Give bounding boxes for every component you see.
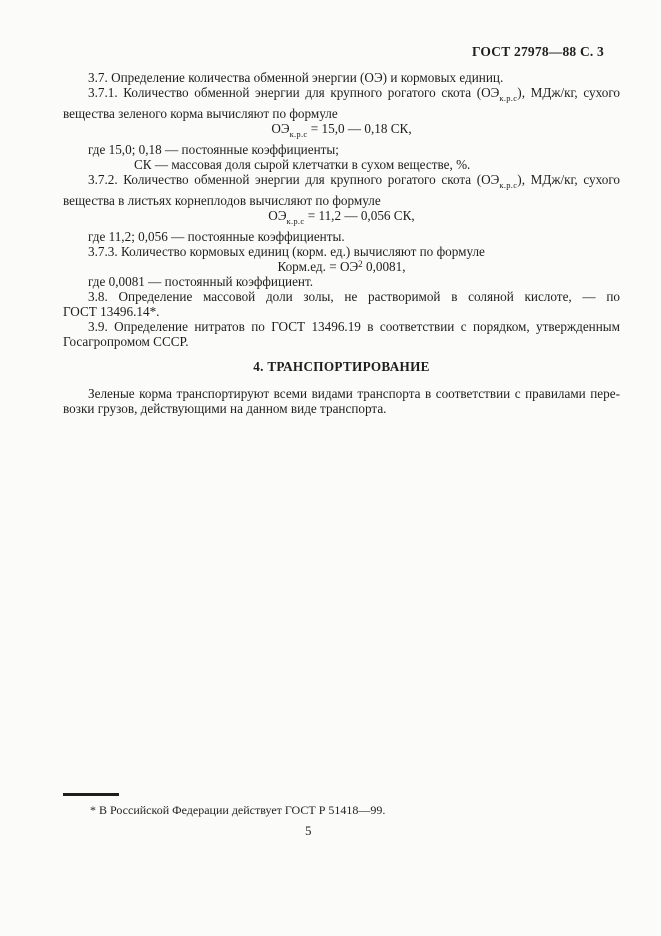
paragraph-3-7-2-line1 xyxy=(63,172,620,193)
formula3-text-after: 0,0081, xyxy=(362,259,406,274)
gost-header: ГОСТ 27978—88 С. 3 xyxy=(471,44,604,59)
footnote-text: * В Российской Федерации действует ГОСТ Р 51418—99. xyxy=(90,802,386,817)
formula1-base: ОЭ xyxy=(271,121,290,136)
paragraph-3-7-1-text-before: 3.7.1. Количество обменной энергии для крупного рогатого скота (ОЭ xyxy=(88,85,500,100)
formula1-subscript: к.р.с xyxy=(289,129,308,139)
footnote-divider xyxy=(63,793,119,796)
where-clause-2: где 11,2; 0,056 — постоянные коэффициенты. xyxy=(88,229,345,244)
transport-paragraph-line1: Зеленые корма транспортируют всеми видами транспорта в соответствии с правилами пере- xyxy=(88,386,620,401)
paragraph-3-8-line1: 3.8. Определение массовой доли золы, не растворимой в соляной кислоте, — по xyxy=(88,289,620,304)
paragraph-3-9-line1: 3.9. Определение нитратов по ГОСТ 13496.19 в соответствии с порядком, утвержденным xyxy=(88,319,620,334)
formula3-superscript: 2 xyxy=(358,259,363,269)
page-number: 5 xyxy=(305,823,312,838)
paragraph-3-7-2-text-after: ), МДж/кг, сухого xyxy=(517,172,620,187)
paragraph-3-8-line2: ГОСТ 13496.14*. xyxy=(63,304,160,319)
paragraph-3-7: 3.7. Определение количества обменной энергии (ОЭ) и кормовых единиц. xyxy=(88,70,504,85)
where-clause-1-line1: где 15,0; 0,18 — постоянные коэффициенты; xyxy=(88,142,339,157)
where-clause-1-line2: СК — массовая доля сырой клетчатки в сухом веществе, %. xyxy=(134,157,471,172)
where-clause-3: где 0,0081 — постоянный коэффициент. xyxy=(88,274,314,289)
transport-paragraph-line2: возки грузов, действующими на данном виде транспорта. xyxy=(63,401,387,416)
section-4-heading: 4. ТРАНСПОРТИРОВАНИЕ xyxy=(253,359,430,374)
footnote-block xyxy=(63,793,620,817)
oe-subscript: к.р.с xyxy=(499,93,518,103)
paragraph-3-9-line2: Госагропромом СССР. xyxy=(63,334,189,349)
formula2-expression: = 11,2 — 0,056 СК, xyxy=(304,208,415,223)
paragraph-3-7-2-line2: вещества в листьях корнеплодов вычисляют по формуле xyxy=(63,193,381,208)
formula2-base: ОЭ xyxy=(268,208,287,223)
paragraph-3-7-2-text-before: 3.7.2. Количество обменной энергии для крупного рогатого скота (ОЭ xyxy=(88,172,500,187)
formula2-subscript: к.р.с xyxy=(286,216,305,226)
formula-feed-units xyxy=(63,259,620,274)
paragraph-3-7-1-text-after: ), МДж/кг, сухого xyxy=(517,85,620,100)
formula3-text-before: Корм.ед. = ОЭ xyxy=(277,259,359,274)
formula-oe-green-feed xyxy=(63,121,620,142)
formula-oe-root-leaves xyxy=(63,208,620,229)
oe-subscript: к.р.с xyxy=(499,180,518,190)
paragraph-3-7-1-line2: вещества зеленого корма вычисляют по формуле xyxy=(63,106,338,121)
formula1-expression: = 15,0 — 0,18 СК, xyxy=(307,121,412,136)
document-body xyxy=(63,70,620,416)
paragraph-3-7-1-line1 xyxy=(63,85,620,106)
paragraph-3-7-3: 3.7.3. Количество кормовых единиц (корм. ед.) вычисляют по формуле xyxy=(88,244,485,259)
